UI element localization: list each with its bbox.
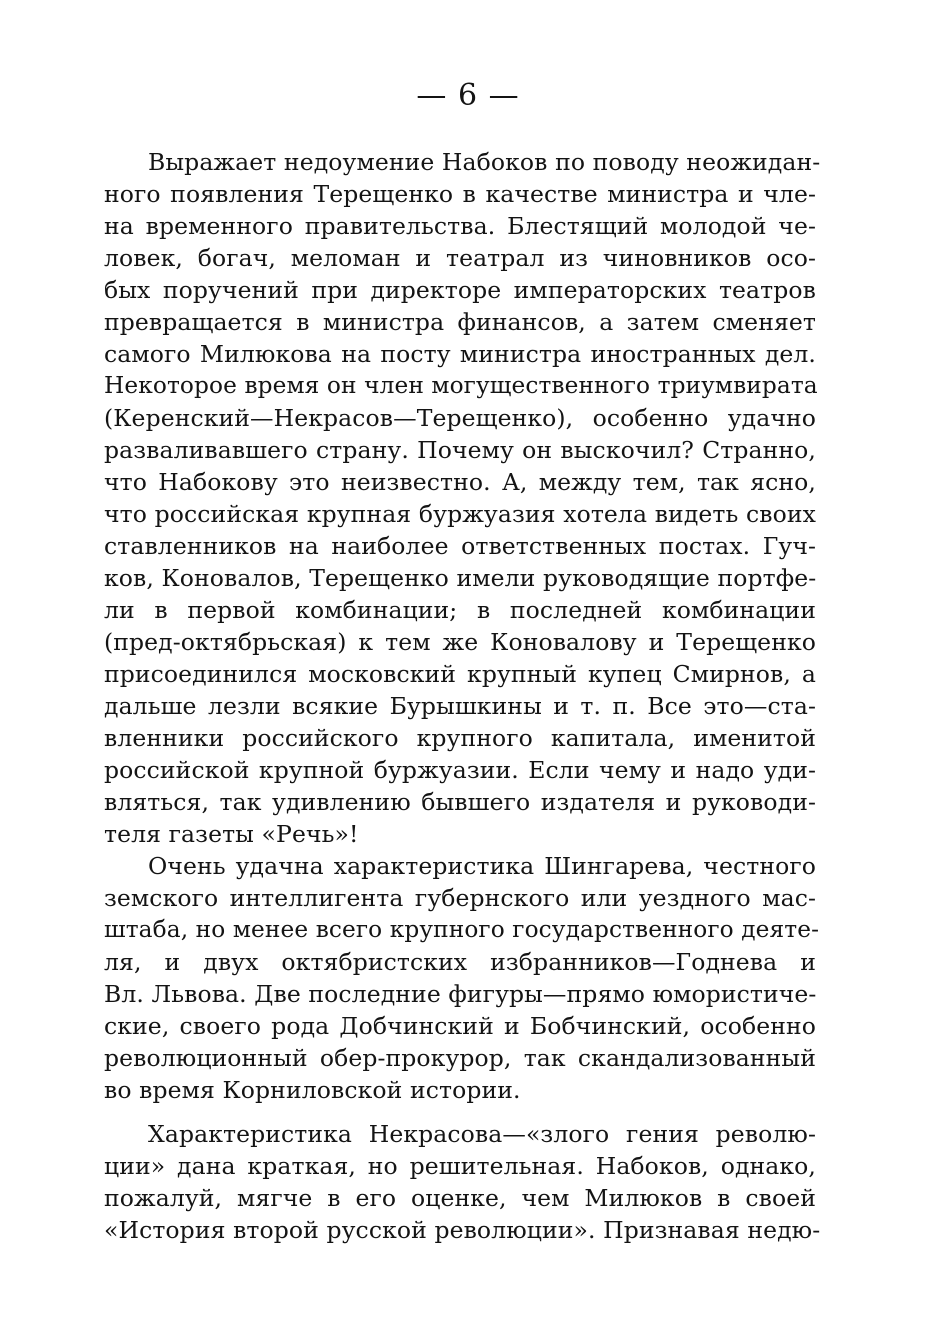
text-line: (пред-октябрьская) к тем же Коновалову и Терещенко [104, 628, 816, 656]
text-line: ставленников на наиболее ответственных постах. Гуч- [104, 532, 816, 560]
text-line: ские, своего рода Добчинский и Бобчинский, особенно [104, 1012, 816, 1040]
text-line: Некоторое время он член могущественного триумвирата [104, 372, 818, 399]
text-line: что российская крупная буржуазия хотела видеть своих [104, 500, 816, 528]
text-line: вляться, так удивлению бывшего издателя и руководи- [104, 788, 816, 816]
body-text [104, 146, 821, 1246]
paragraph-3 [104, 1118, 821, 1246]
text-line: пожалуй, мягче в его оценке, чем Милюков в своей [104, 1184, 816, 1212]
text-line: ловек, богач, меломан и театрал из чиновников осо- [104, 244, 816, 272]
text-line: на временного правительства. Блестящий молодой че- [104, 212, 816, 240]
text-line: (Керенский—Некрасов—Терещенко), особенно удачно [104, 404, 816, 432]
page-number: — 6 — [416, 78, 520, 113]
text-line: теля газеты «Речь»! [104, 820, 359, 848]
paragraph-2 [104, 850, 820, 1106]
text-line: самого Милюкова на посту министра иностранных дел. [104, 340, 816, 368]
text-line: штаба, но менее всего крупного государственного деяте- [104, 916, 820, 943]
text-line: ля, и двух октябристских избранников—Годнева и [104, 948, 816, 976]
paragraph-1 [104, 146, 821, 850]
text-line: что Набокову это неизвестно. А, между тем, так ясно, [104, 468, 816, 496]
text-line: ли в первой комбинации; в последней комбинации [104, 596, 816, 624]
text-line: Выражает недоумение Набоков по поводу неожидан- [148, 148, 821, 176]
paragraph-spacer [104, 1106, 816, 1118]
text-line: российской крупной буржуазии. Если чему и надо уди- [104, 756, 816, 784]
text-line: земского интеллигента губернского или уездного мас- [104, 884, 816, 912]
text-line: разваливавшего страну. Почему он выскочил? Странно, [104, 436, 816, 464]
text-line: бых поручений при директоре императорских театров [104, 276, 816, 304]
text-line: присоединился московский крупный купец Смирнов, а [104, 660, 816, 688]
text-line: вленники российского крупного капитала, именитой [104, 724, 816, 752]
text-line: Характеристика Некрасова—«злого гения револю- [148, 1120, 816, 1148]
text-line: «История второй русской революции». Признавая недю- [104, 1216, 821, 1244]
text-line: ного появления Терещенко в качестве министра и чле- [104, 180, 816, 208]
text-line: Вл. Львова. Две последние фигуры—прямо юмористиче- [104, 980, 817, 1008]
text-line: революционный обер-прокурор, так скандализованный [104, 1044, 816, 1072]
text-line: превращается в министра финансов, а затем сменяет [104, 308, 816, 336]
text-line: во время Корниловской истории. [104, 1076, 521, 1104]
text-line: ции» дана краткая, но решительная. Набоков, однако, [104, 1152, 816, 1180]
text-line: дальше лезли всякие Бурышкины и т. п. Все это—ста- [104, 692, 816, 720]
text-line: ков, Коновалов, Терещенко имели руководящие портфе- [104, 564, 817, 592]
text-line: Очень удачна характеристика Шингарева, честного [148, 852, 816, 880]
